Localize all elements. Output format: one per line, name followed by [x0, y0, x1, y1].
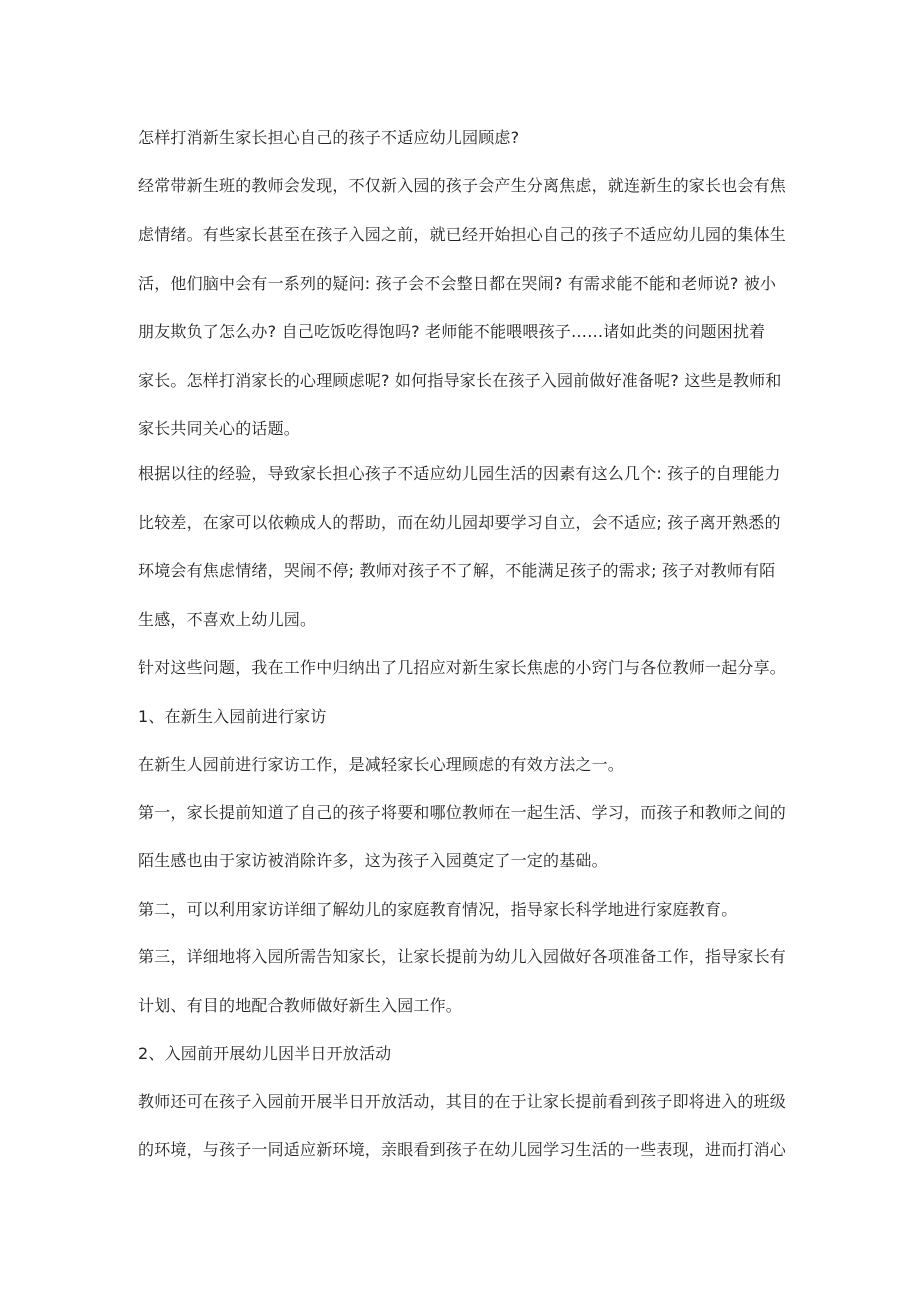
paragraph-line: 第二，可以利用家访详细了解幼儿的家庭教育情况，指导家长科学地进行家庭教育。: [138, 900, 738, 919]
section-heading: 2、入园前开展幼儿因半日开放活动: [138, 1044, 392, 1063]
paragraph-line: 针对这些问题，我在工作中归纳出了几招应对新生家长焦虑的小窍门与各位教师一起分享。: [138, 658, 787, 677]
paragraph-line: 经常带新生班的教师会发现，不仅新入园的孩子会产生分离焦虑，就连新生的家长也会有焦: [138, 176, 787, 195]
paragraph-line: 朋友欺负了怎么办? 自己吃饭吃得饱吗? 老师能不能喂喂孩子……诸如此类的问题困扰着: [138, 322, 766, 341]
paragraph-line: 教师还可在孩子入园前开展半日开放活动，其目的在于让家长提前看到孩子即将进入的班级: [138, 1092, 787, 1111]
paragraph-line: 第三，详细地将入园所需告知家长，让家长提前为幼儿入园做好各项准备工作，指导家长有: [138, 947, 787, 966]
paragraph-line: 家长共同关心的话题。: [138, 419, 301, 438]
paragraph-line: 计划、有目的地配合教师做好新生入园工作。: [138, 996, 463, 1015]
paragraph-line: 活，他们脑中会有一系列的疑问: 孩子会不会整日都在哭闹? 有需求能不能和老师说? 被小: [138, 274, 777, 293]
paragraph-line: 虑情绪。有些家长甚至在孩子入园之前，就已经开始担心自己的孩子不适应幼儿园的集体生: [138, 225, 787, 244]
paragraph-line: 陌生感也由于家访被消除许多，这为孩子入园奠定了一定的基础。: [138, 851, 608, 870]
paragraph-line: 生感，不喜欢上幼儿园。: [138, 610, 317, 629]
paragraph-line: 环境会有焦虑情绪，哭闹不停; 教师对孩子不了解，不能满足孩子的需求; 孩子对教师有陌: [138, 561, 776, 580]
paragraph-line: 比较差，在家可以依赖成人的帮助，而在幼儿园却要学习自立，会不适应; 孩子离开熟悉的: [138, 513, 781, 532]
paragraph-line: 第一，家长提前知道了自己的孩子将要和哪位教师在一起生活、学习，而孩子和教师之间的: [138, 803, 787, 822]
paragraph-line: 根据以往的经验，导致家长担心孩子不适应幼儿园生活的因素有这么几个: 孩子的自理能力: [138, 464, 781, 483]
paragraph-line: 在新生人园前进行家访工作，是减轻家长心理顾虑的有效方法之一。: [138, 755, 625, 774]
section-heading: 1、在新生入园前进行家访: [138, 707, 327, 726]
paragraph-line: 家长。怎样打消家长的心理顾虑呢? 如何指导家长在孩子入园前做好准备呢? 这些是教师和: [138, 371, 782, 390]
paragraph-line: 的环境，与孩子一同适应新环境，亲眼看到孩子在幼儿园学习生活的一些表现，进而打消心: [138, 1140, 787, 1159]
document-title: 怎样打消新生家长担心自己的孩子不适应幼儿园顾虑?: [138, 128, 520, 147]
